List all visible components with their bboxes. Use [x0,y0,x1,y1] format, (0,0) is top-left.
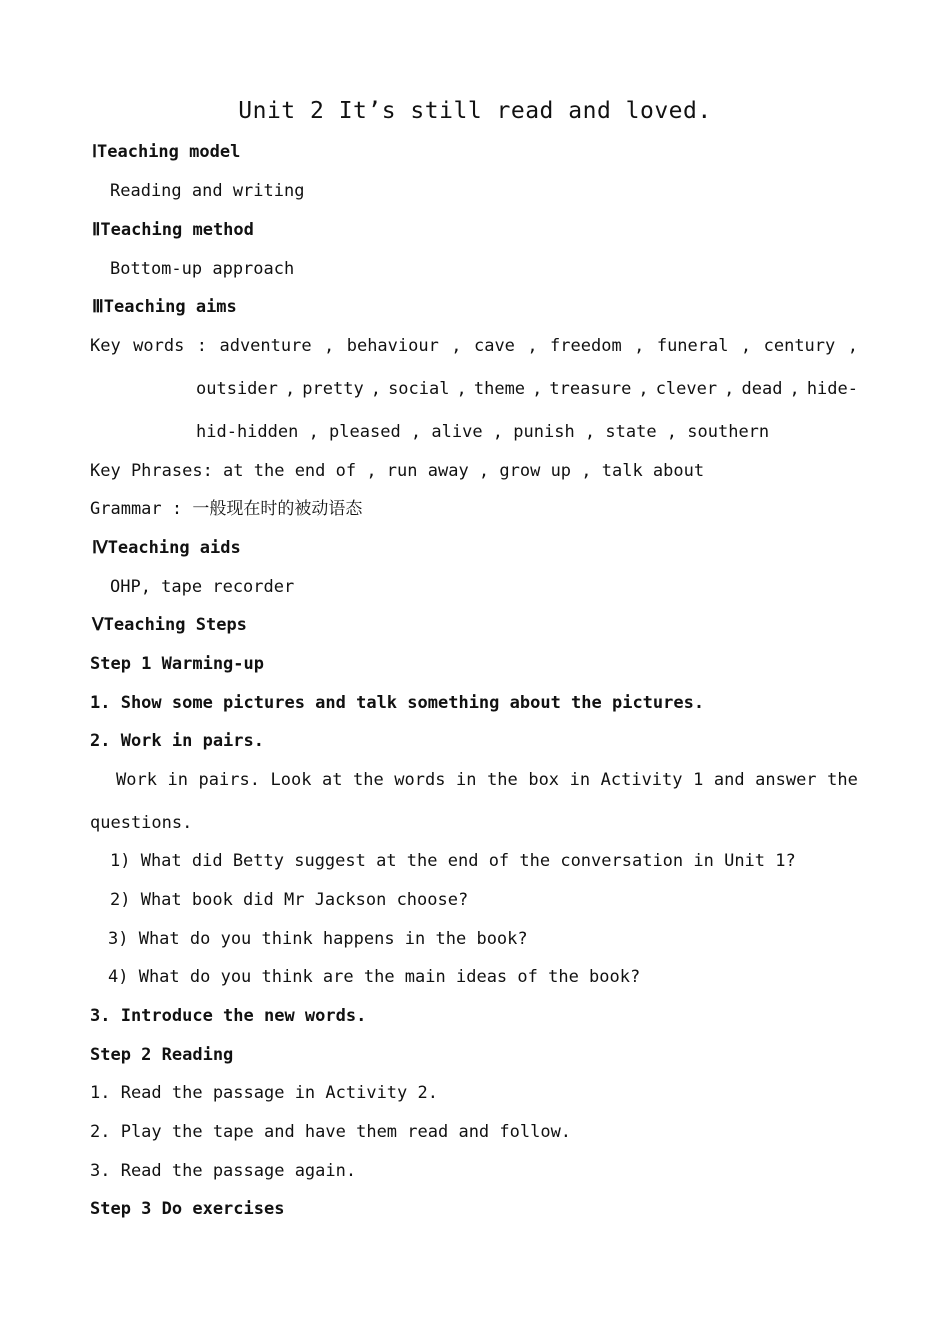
key-words-label-2: words [133,336,185,356]
teaching-aims-heading: ⅢTeaching aims [92,297,237,317]
question-3: 3) What do you think happens in the book? [108,929,528,949]
separator: , [284,379,296,399]
separator: , [638,379,649,399]
word: the [353,770,384,790]
key-words-row-3: hid-hidden , pleased , alive , punish , state , southern [196,422,770,442]
word: in [167,770,188,790]
word: the [487,770,518,790]
word: the [827,770,858,790]
step-1-item-3: 3. Introduce the new words. [90,1006,367,1026]
separator: , [532,379,543,399]
step-2-item-2: 2. Play the tape and have them read and follow. [90,1122,572,1142]
key-word: adventure [219,336,312,356]
question-1: 1) What did Betty suggest at the end of the conversation in Unit 1? [110,851,796,871]
step-2-heading: Step 2 Reading [90,1045,234,1065]
word: answer [755,770,817,790]
separator: , [740,336,752,356]
key-word: outsider [196,379,278,399]
separator: , [527,336,538,356]
teaching-method-text: Bottom-up approach [110,259,295,279]
key-phrases: Key Phrases: at the end of , run away , grow up , talk about [90,461,705,481]
teaching-aids-text: OHP, tape recorder [110,577,295,597]
step-1-item-2: 2. Work in pairs. [90,731,264,751]
key-word: clever [655,379,718,399]
key-word: freedom [550,336,622,356]
word: Work [116,770,157,790]
separator: , [324,336,335,356]
word: Activity [600,770,683,790]
word: in [456,770,477,790]
question-2: 2) What book did Mr Jackson choose? [110,890,469,910]
page-title: Unit 2 It’s still read and loved. [238,98,712,124]
key-word: behaviour [346,336,439,356]
word: box [528,770,560,790]
key-words-row-1 [90,336,858,356]
key-word: pretty [302,379,364,399]
key-word: cave [473,336,515,356]
key-word: treasure [549,379,632,399]
separator: , [847,336,858,356]
key-word: social [388,379,450,399]
key-word: dead [741,379,783,399]
step-2-item-3: 3. Read the passage again. [90,1161,357,1181]
separator: , [789,379,800,399]
word: 1 [693,770,704,790]
word: Look [270,770,312,790]
teaching-model-text: Reading and writing [110,181,305,201]
step-2-item-1: 1. Read the passage in Activity 2. [90,1083,438,1103]
word: and [713,770,745,790]
step-1-heading: Step 1 Warming-up [90,654,264,674]
question-4: 4) What do you think are the main ideas of the book? [108,967,641,987]
key-words-colon: : [196,336,208,356]
key-words-row-2 [196,379,858,399]
key-word: hide- [806,379,858,399]
teaching-model-heading: ⅠTeaching model [92,142,241,162]
word: pairs. [198,770,260,790]
pairs-paragraph-line-2: questions. [90,813,193,833]
step-3-heading: Step 3 Do exercises [90,1199,285,1219]
step-1-item-1: 1. Show some pictures and talk something about the pictures. [90,693,705,713]
pairs-paragraph-line-1 [116,770,858,790]
word: at [322,770,343,790]
word: words [394,770,446,790]
key-word: funeral [656,336,729,356]
grammar: Grammar : 一般现在时的被动语态 [90,499,363,519]
teaching-method-heading: ⅡTeaching method [92,220,254,240]
separator: , [724,379,735,399]
separator: , [370,379,381,399]
teaching-steps-heading: ⅤTeaching Steps [92,615,247,635]
separator: , [456,379,467,399]
key-word: theme [473,379,526,399]
key-words-label: Key [90,336,121,356]
word: in [569,770,591,790]
key-word: century [763,336,836,356]
teaching-aids-heading: ⅣTeaching aids [92,538,241,558]
separator: , [451,336,462,356]
separator: , [634,336,645,356]
